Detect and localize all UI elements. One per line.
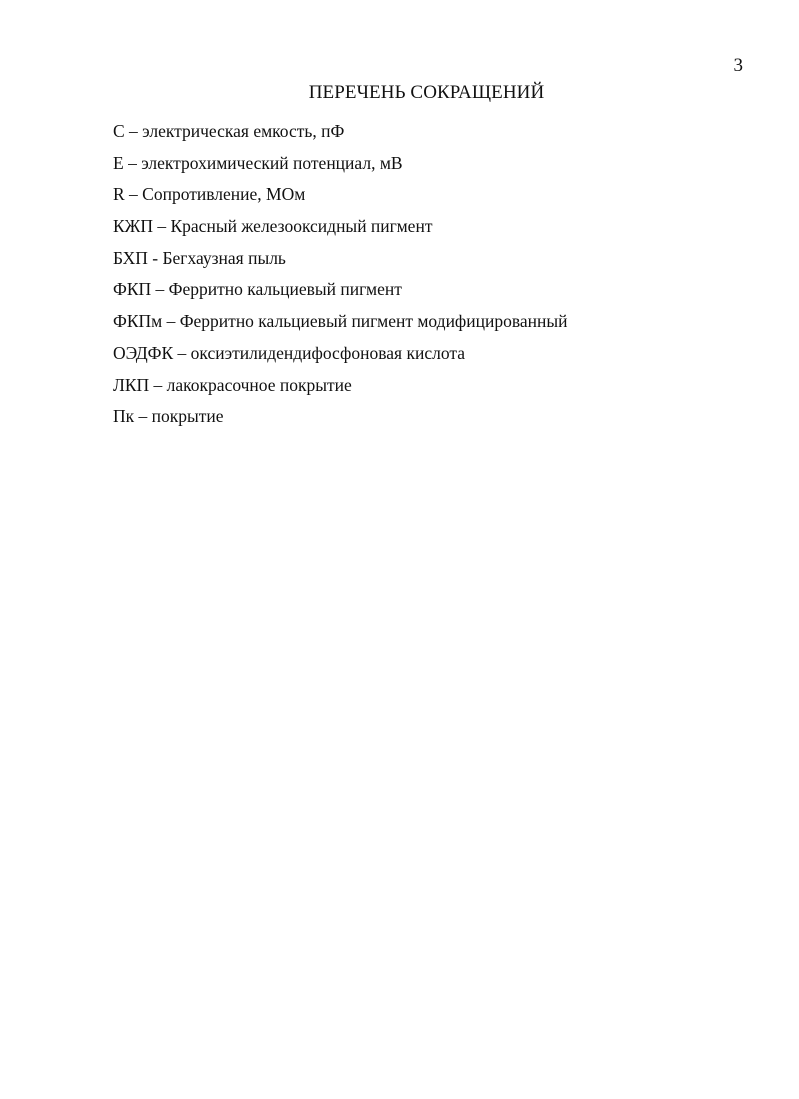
abbreviation-item: ЛКП – лакокрасочное покрытие: [113, 374, 352, 395]
abbreviation-item: ФКПм – Ферритно кальциевый пигмент модифицированный: [113, 311, 568, 332]
abbreviation-list: [113, 120, 568, 437]
abbreviation-item: КЖП – Красный железооксидный пигмент: [113, 216, 433, 237]
abbreviation-item: Е – электрохимический потенциал, мВ: [113, 152, 403, 173]
abbreviation-item: БХП - Бегхаузная пыль: [113, 247, 286, 268]
abbreviation-item: Пк – покрытие: [113, 406, 224, 427]
page-number: 3: [733, 55, 743, 76]
abbreviation-item: С – электрическая емкость, пФ: [113, 121, 345, 141]
abbreviation-item: R – Сопротивление, МОм: [113, 184, 306, 205]
page-title: ПЕРЕЧЕНЬ СОКРАЩЕНИЙ: [308, 82, 545, 103]
abbreviation-item: ФКП – Ферритно кальциевый пигмент: [113, 279, 402, 300]
abbreviation-item: ОЭДФК – оксиэтилидендифосфоновая кислота: [113, 342, 465, 363]
